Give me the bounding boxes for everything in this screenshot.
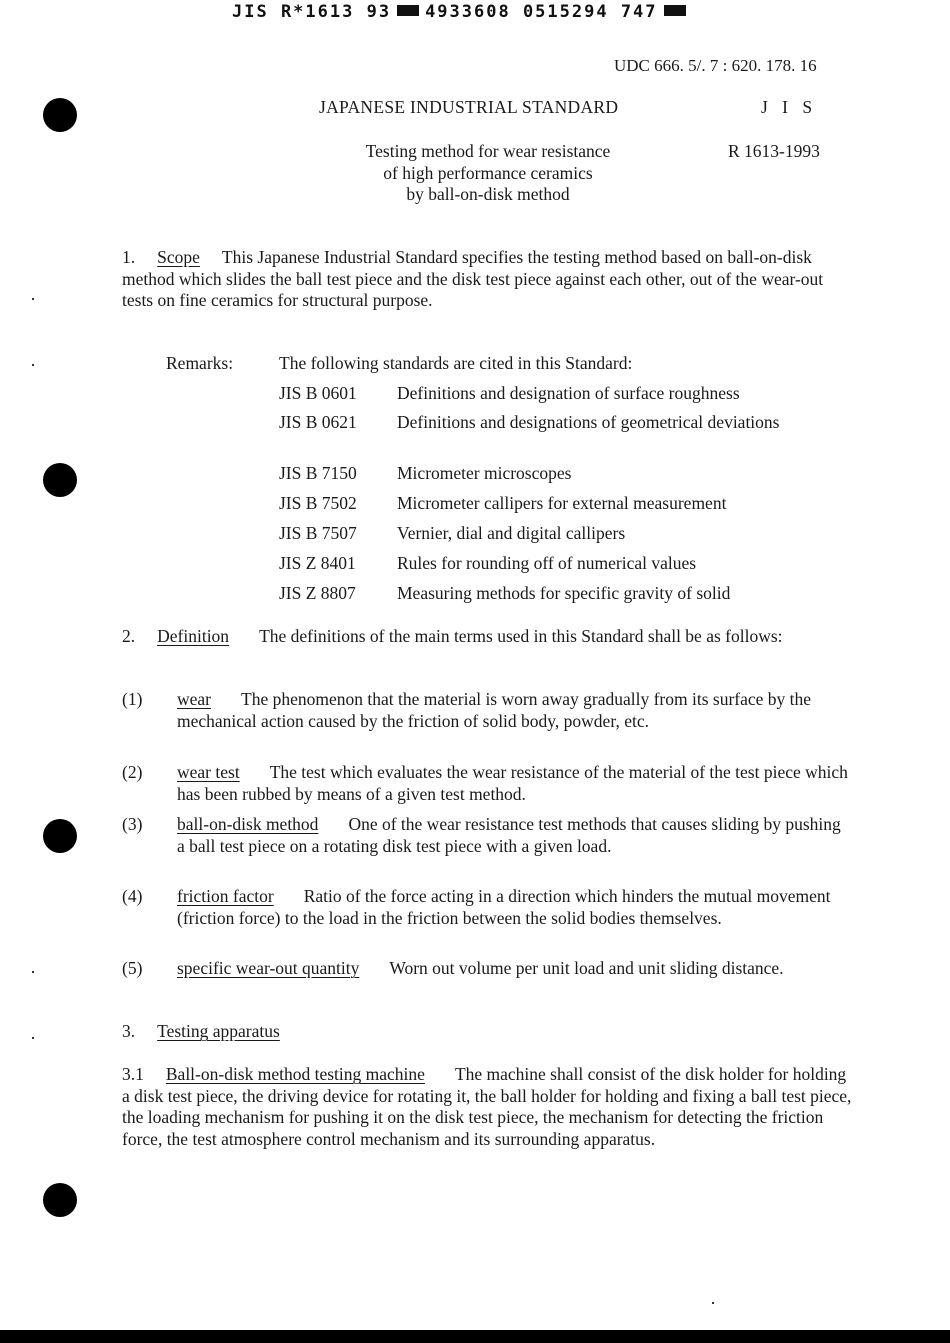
jis-mark: J I S: [761, 97, 818, 117]
definition-item: [122, 689, 852, 732]
standard-number: R 1613-1993: [728, 141, 820, 161]
standard-desc: Vernier, dial and digital callipers: [397, 523, 626, 543]
title-line: Testing method for wear resistance: [365, 141, 611, 161]
item-number: (4): [122, 886, 143, 906]
binder-hole: [43, 98, 77, 132]
cited-standard: [279, 383, 849, 405]
definition-text: Worn out volume per unit load and unit sliding distance.: [389, 958, 784, 978]
header-code: JIS R*1613 93: [232, 2, 392, 22]
definition-text: One of the wear resistance test methods that causes sliding by pushing a ball test piece on a rotating disk test piece with a given load.: [177, 814, 841, 856]
definition-text: The phenomenon that the material is worn away gradually from its surface by the mechanical action caused by the friction of solid body, powder, etc.: [177, 689, 812, 731]
scan-speck: [712, 1302, 714, 1304]
title-line: of high performance ceramics: [383, 162, 593, 183]
definition-text: Ratio of the force acting in a direction which hinders the mutual movement (friction force) to the load in the friction between the solid bodies themselves.: [177, 886, 831, 928]
section-scope: [122, 247, 852, 312]
definition-term: wear: [177, 689, 212, 709]
standard-code: JIS B 7507: [279, 523, 357, 543]
definition-term: friction factor: [177, 886, 274, 906]
item-number: (5): [122, 958, 143, 978]
barcode-block-end: [664, 5, 686, 16]
section-heading: Definition: [157, 626, 230, 646]
section-testing-machine: [122, 1064, 852, 1150]
cited-standard: [279, 523, 849, 545]
cited-standard: [279, 412, 849, 434]
section-testing-apparatus: [122, 1021, 280, 1042]
definition-item: [122, 886, 852, 929]
definition-term: wear test: [177, 762, 240, 782]
section-number: 3.: [122, 1021, 136, 1041]
item-number: (1): [122, 689, 143, 709]
scan-speck: [32, 298, 34, 300]
cited-standard: [279, 553, 849, 575]
section-heading: Testing apparatus: [157, 1021, 280, 1041]
section-text: The definitions of the main terms used in this Standard shall be as follows:: [259, 626, 783, 646]
standard-code: JIS B 7502: [279, 493, 357, 513]
barcode-block: [397, 5, 419, 16]
remarks-label: Remarks:: [166, 353, 234, 373]
section-text: This Japanese Industrial Standard specifies the testing method based on ball-on-disk method which slides the ball test piece and the disk test piece against each other, out of the wear-out tests on fine ceramics for structural purpose.: [122, 247, 824, 310]
section-definition: [122, 626, 852, 648]
standard-desc: Micrometer callipers for external measurement: [397, 493, 727, 513]
definition-item: [122, 762, 852, 805]
scan-bottom-edge: [0, 1330, 950, 1343]
header-serial: 4933608 0515294 747: [425, 2, 658, 22]
definition-term: specific wear-out quantity: [177, 958, 360, 978]
definition-text: The test which evaluates the wear resistance of the material of the test piece which has been rubbed by means of a given test method.: [177, 762, 848, 804]
binder-hole: [43, 1183, 77, 1217]
remarks-intro: The following standards are cited in this Standard:: [279, 353, 633, 373]
binder-hole: [43, 819, 77, 853]
standard-code: JIS B 7150: [279, 463, 357, 483]
standard-code: JIS Z 8807: [279, 583, 356, 603]
standard-desc: Measuring methods for specific gravity of solid: [397, 583, 731, 603]
section-heading: Scope: [157, 247, 200, 267]
section-number: 3.1: [122, 1064, 144, 1084]
cited-standard: [279, 463, 849, 485]
binder-hole: [43, 463, 77, 497]
document-title: [300, 141, 676, 206]
scan-speck: [32, 971, 34, 973]
standard-desc: Definitions and designation of surface roughness: [397, 383, 740, 403]
standard-code: JIS B 0621: [279, 412, 357, 432]
section-heading: Ball-on-disk method testing machine: [165, 1064, 425, 1084]
standard-name: JAPANESE INDUSTRIAL STANDARD: [319, 97, 619, 117]
item-number: (3): [122, 814, 143, 834]
definition-term: ball-on-disk method: [177, 814, 319, 834]
item-number: (2): [122, 762, 143, 782]
scan-speck: [32, 1037, 34, 1039]
definition-item: [122, 814, 852, 857]
title-line: by ball-on-disk method: [406, 184, 570, 204]
standard-code: JIS Z 8401: [279, 553, 356, 573]
udc-number: UDC 666. 5/. 7 : 620. 178. 16: [614, 56, 817, 75]
standard-desc: Rules for rounding off of numerical values: [397, 553, 697, 573]
definition-item: [122, 958, 852, 980]
section-text: The machine shall consist of the disk holder for holding a disk test piece, the driving device for rotating it, the ball holder for holding and fixing a ball test piece, the loading mechanism for pushing it on the disk test piece, the mechanism for detecting the friction force, the test atmosphere control mechanism and its surrounding apparatus.: [122, 1064, 852, 1149]
cited-standard: [279, 493, 849, 515]
standard-desc: Definitions and designations of geometrical deviations: [397, 412, 780, 432]
cited-standard: [279, 583, 849, 605]
section-number: 1.: [122, 247, 136, 267]
section-number: 2.: [122, 626, 136, 646]
standard-code: JIS B 0601: [279, 383, 357, 403]
scan-header-strip: [232, 2, 692, 22]
standard-desc: Micrometer microscopes: [397, 463, 572, 483]
scan-speck: [32, 364, 34, 366]
